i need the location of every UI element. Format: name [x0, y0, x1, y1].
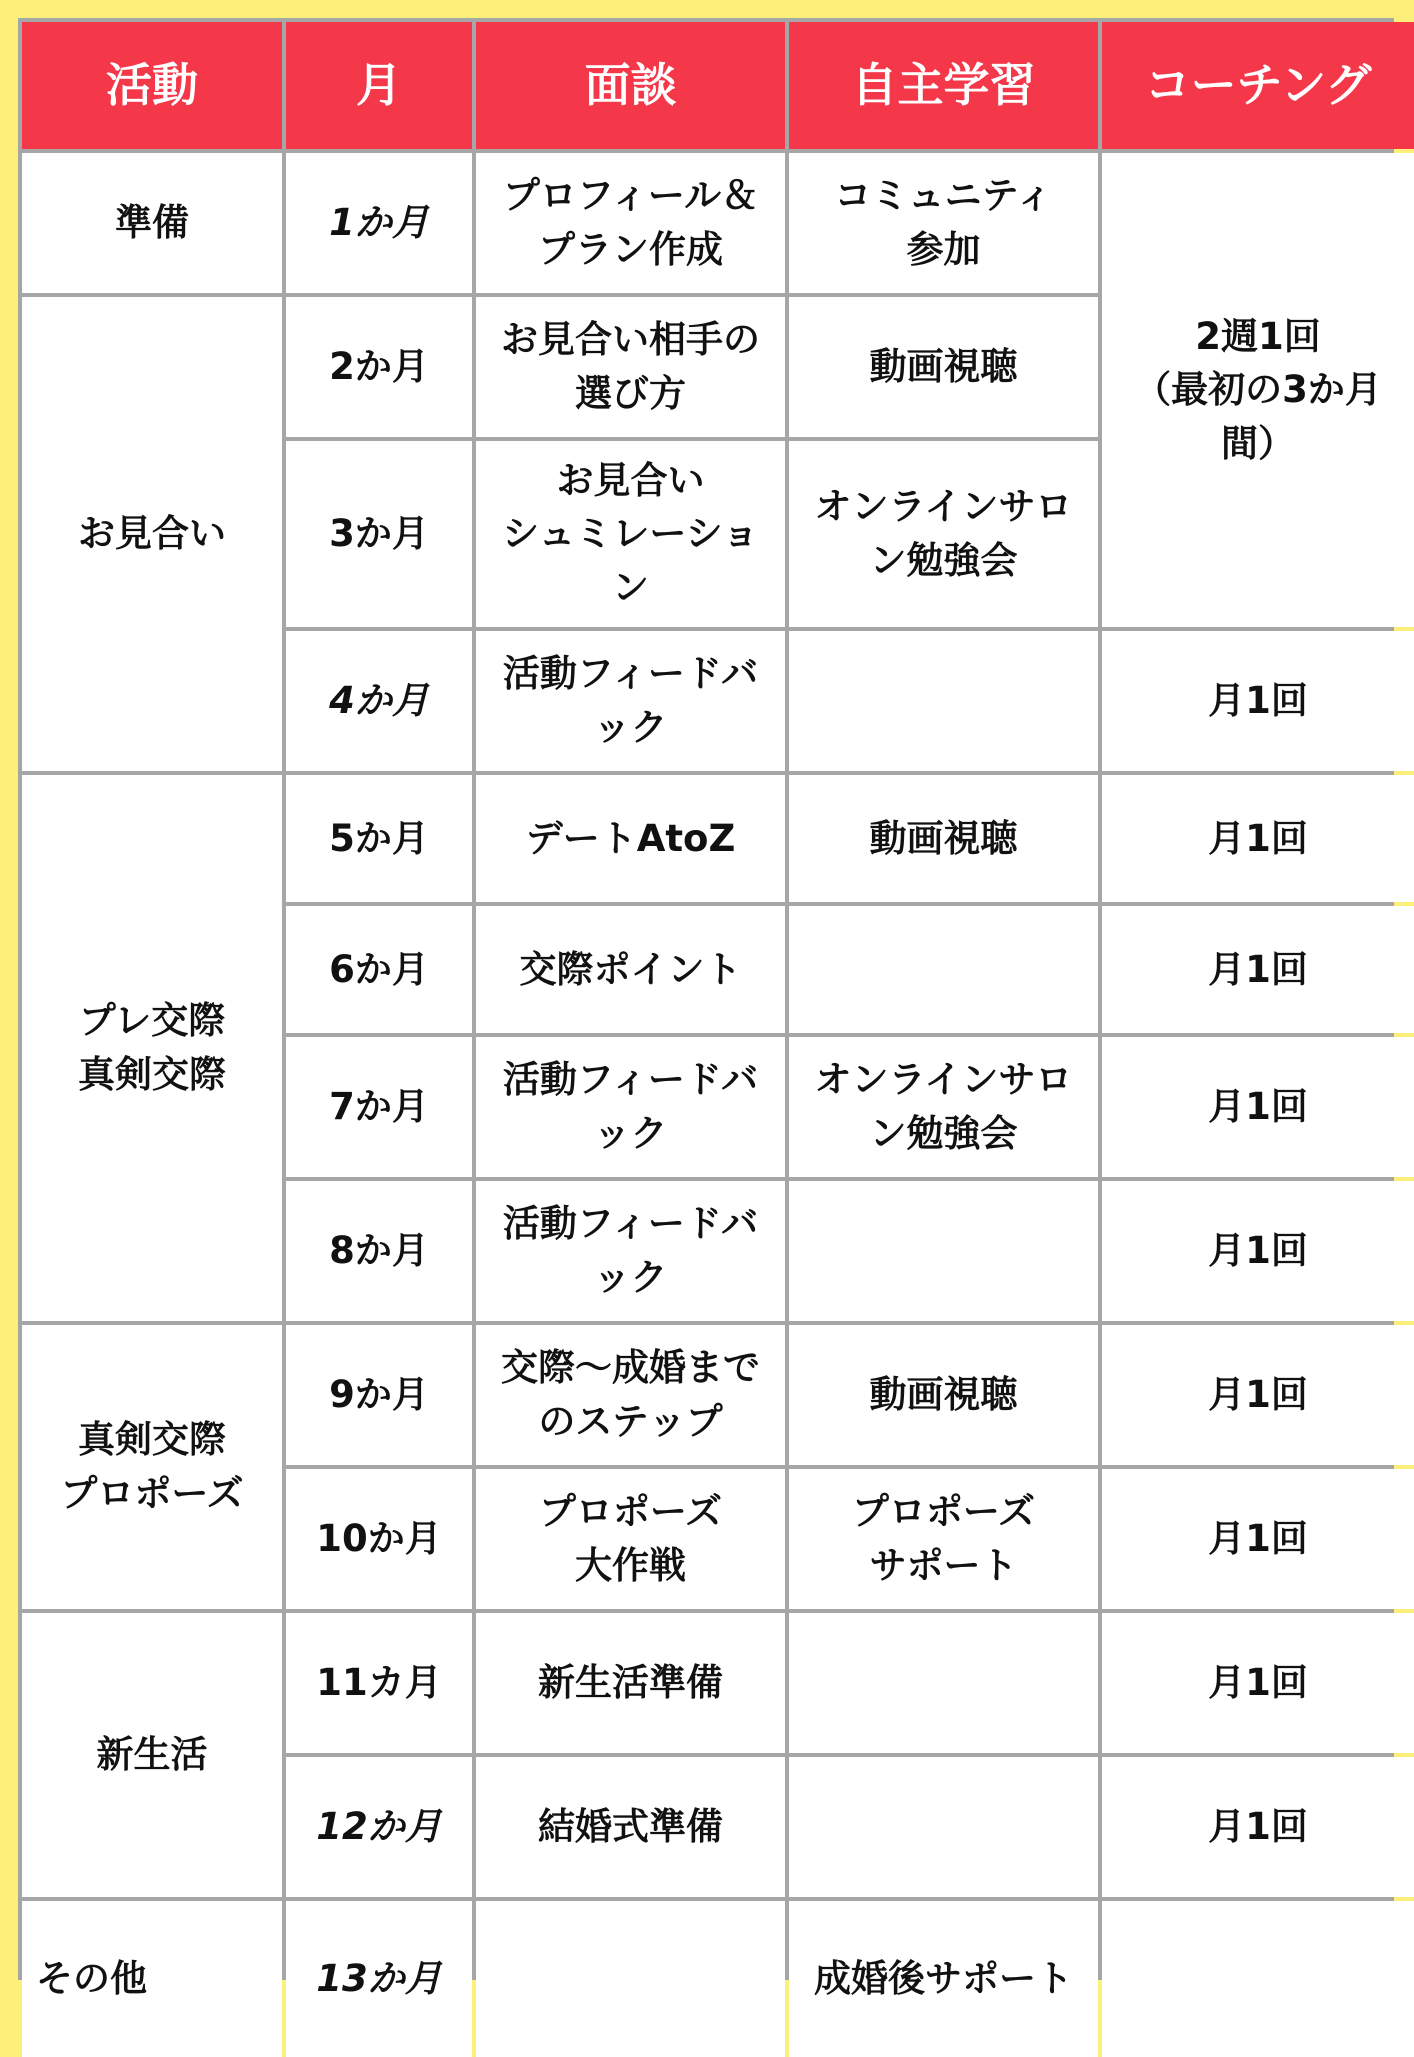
- coaching-cell: [1102, 1901, 1414, 2057]
- study-cell: [789, 1757, 1098, 1897]
- activity-pre-dating: プレ交際 真剣交際: [22, 775, 282, 1321]
- activity-serious-dating: 真剣交際 プロポーズ: [22, 1325, 282, 1609]
- coaching-cell: 月1回: [1102, 1613, 1414, 1753]
- month-cell: 13か月: [286, 1901, 472, 2057]
- activity-prep: 準備: [22, 153, 282, 293]
- header-activity: 活動: [22, 22, 282, 149]
- interview-cell: 交際ポイント: [476, 906, 785, 1033]
- interview-cell: プロフィール＆ プラン作成: [476, 153, 785, 293]
- month-cell: 7か月: [286, 1037, 472, 1177]
- coaching-cell: 月1回: [1102, 631, 1414, 771]
- month-cell: 11カ月: [286, 1613, 472, 1753]
- activity-omiai: お見合い: [22, 297, 282, 771]
- interview-cell: お見合い シュミレーショ ン: [476, 441, 785, 627]
- interview-cell: 活動フィードバ ック: [476, 631, 785, 771]
- interview-cell: お見合い相手の 選び方: [476, 297, 785, 437]
- interview-cell: プロポーズ 大作戦: [476, 1469, 785, 1609]
- interview-cell: デートAtoZ: [476, 775, 785, 902]
- study-cell: オンラインサロ ン勉強会: [789, 441, 1098, 627]
- study-cell: [789, 631, 1098, 771]
- month-cell: 5か月: [286, 775, 472, 902]
- header-month: 月: [286, 22, 472, 149]
- interview-cell: 活動フィードバ ック: [476, 1037, 785, 1177]
- coaching-cell: 月1回: [1102, 906, 1414, 1033]
- interview-cell: 結婚式準備: [476, 1757, 785, 1897]
- activity-new-life: 新生活: [22, 1613, 282, 1897]
- schedule-table: [18, 18, 1394, 2001]
- study-cell: 動画視聴: [789, 1325, 1098, 1465]
- study-cell: 動画視聴: [789, 297, 1098, 437]
- coaching-cell: 月1回: [1102, 1469, 1414, 1609]
- month-cell: 9か月: [286, 1325, 472, 1465]
- study-cell: [789, 1181, 1098, 1321]
- interview-cell: [476, 1901, 785, 2057]
- month-cell: 2か月: [286, 297, 472, 437]
- study-cell: [789, 1613, 1098, 1753]
- coaching-cell: 月1回: [1102, 1181, 1414, 1321]
- month-cell: 3か月: [286, 441, 472, 627]
- study-cell: プロポーズ サポート: [789, 1469, 1098, 1609]
- month-cell: 8か月: [286, 1181, 472, 1321]
- header-self-study: 自主学習: [789, 22, 1098, 149]
- month-cell: 12か月: [286, 1757, 472, 1897]
- header-coaching: コーチング: [1102, 22, 1414, 149]
- month-cell: 4か月: [286, 631, 472, 771]
- month-cell: 1か月: [286, 153, 472, 293]
- month-cell: 6か月: [286, 906, 472, 1033]
- coaching-cell: 月1回: [1102, 1757, 1414, 1897]
- study-cell: 動画視聴: [789, 775, 1098, 902]
- interview-cell: 活動フィードバ ック: [476, 1181, 785, 1321]
- coaching-cell: 月1回: [1102, 1325, 1414, 1465]
- month-cell: 10か月: [286, 1469, 472, 1609]
- interview-cell: 新生活準備: [476, 1613, 785, 1753]
- study-cell: コミュニティ 参加: [789, 153, 1098, 293]
- study-cell: オンラインサロ ン勉強会: [789, 1037, 1098, 1177]
- study-cell: [789, 906, 1098, 1033]
- coaching-cell: 月1回: [1102, 1037, 1414, 1177]
- coaching-cell: 月1回: [1102, 775, 1414, 902]
- activity-other: その他: [22, 1901, 282, 2057]
- interview-cell: 交際〜成婚まで のステップ: [476, 1325, 785, 1465]
- coaching-span-cell: 2週1回 （最初の3か月 間）: [1102, 153, 1414, 627]
- header-interview: 面談: [476, 22, 785, 149]
- study-cell: 成婚後サポート: [789, 1901, 1098, 2057]
